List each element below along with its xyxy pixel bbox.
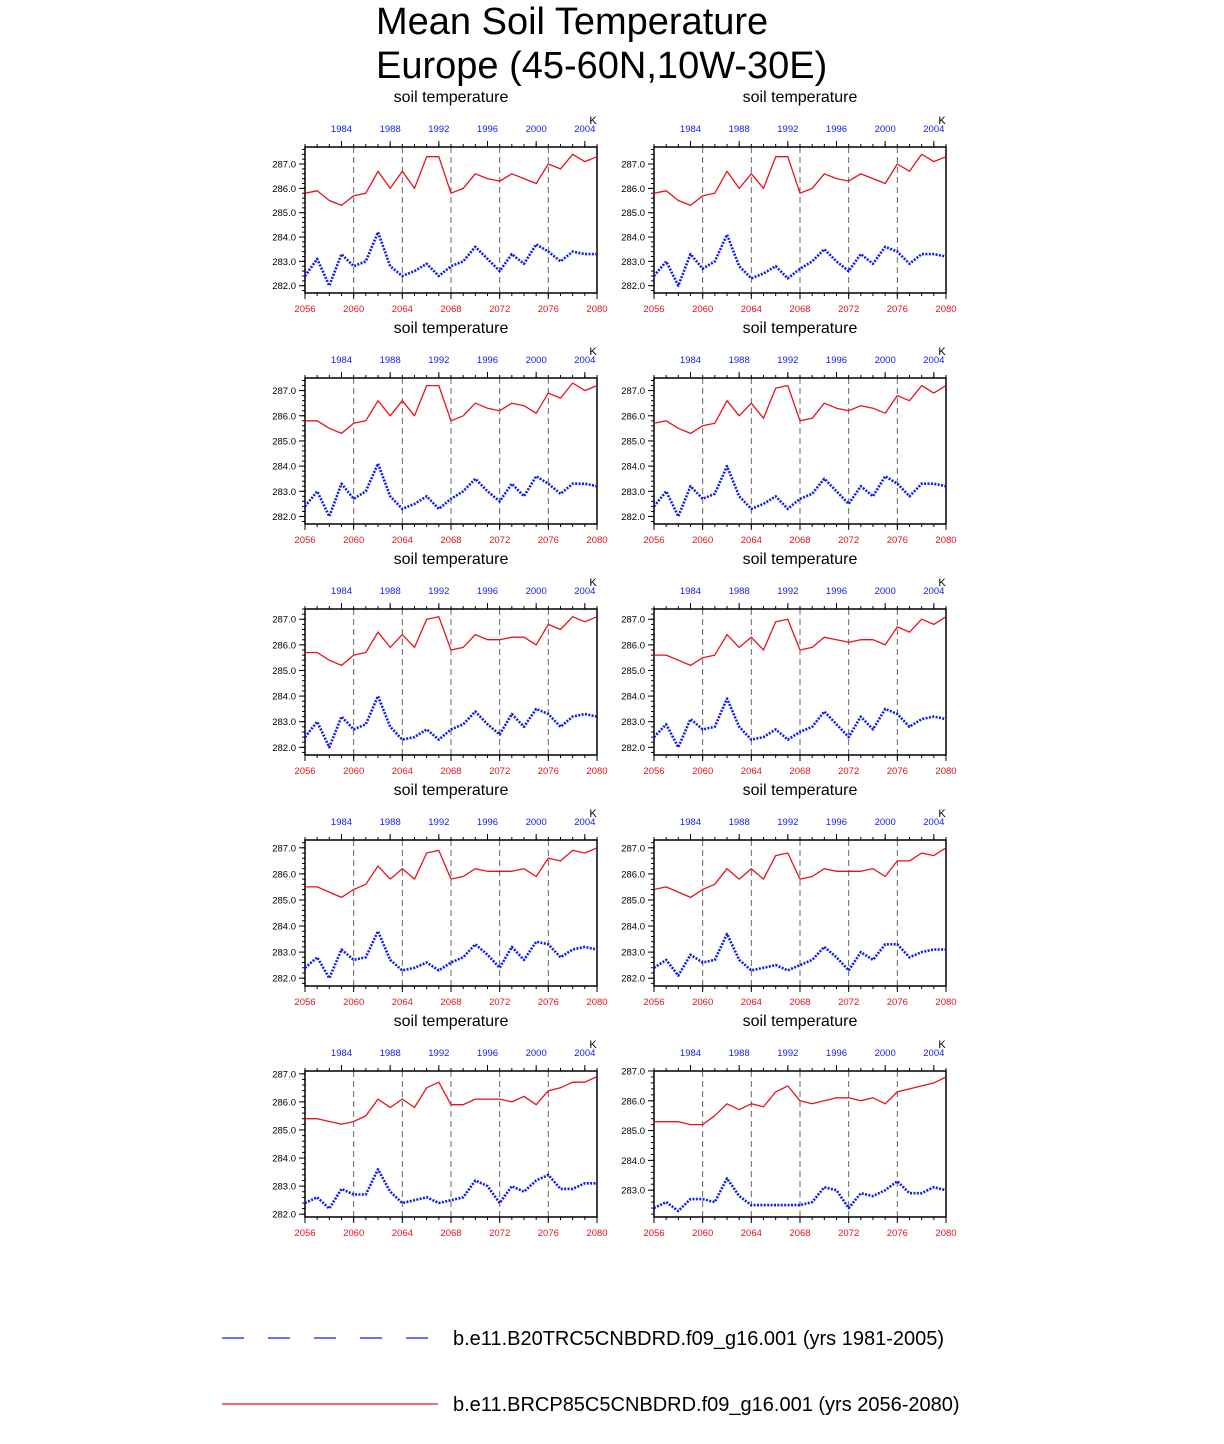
top-tick-label: 2004 — [923, 124, 945, 135]
x-tick-label: 2072 — [489, 535, 511, 546]
x-tick-label: 2056 — [294, 535, 316, 546]
x-tick-label: 2064 — [740, 997, 762, 1008]
x-tick-label: 2068 — [789, 997, 811, 1008]
y-tick-label: 284.0 — [272, 461, 296, 473]
top-tick-label: 1988 — [379, 355, 401, 366]
x-tick-label: 2064 — [391, 535, 413, 546]
top-tick-label: 1984 — [679, 1048, 702, 1059]
x-tick-label: 2056 — [294, 997, 316, 1008]
top-tick-label: 2004 — [574, 355, 596, 366]
top-tick-label: 1988 — [728, 817, 750, 828]
x-tick-label: 2064 — [391, 1228, 413, 1239]
y-tick-label: 284.0 — [621, 461, 645, 473]
panel-title: soil temperature — [393, 320, 509, 337]
top-tick-label: 1984 — [679, 355, 702, 366]
top-tick-label: 1984 — [330, 817, 353, 828]
panel-6 — [621, 551, 956, 777]
x-tick-label: 2068 — [789, 766, 811, 777]
x-tick-label: 2072 — [838, 997, 860, 1008]
units-label: K — [938, 1039, 946, 1051]
x-tick-label: 2060 — [343, 766, 365, 777]
x-tick-label: 2072 — [489, 766, 511, 777]
x-tick-label: 2064 — [740, 766, 762, 777]
x-tick-label: 2060 — [343, 535, 365, 546]
y-tick-label: 287.0 — [272, 1069, 296, 1081]
units-label: K — [938, 346, 946, 358]
top-tick-label: 2004 — [923, 586, 945, 597]
y-tick-label: 287.0 — [621, 159, 645, 171]
y-tick-label: 286.0 — [272, 411, 296, 423]
x-tick-label: 2080 — [586, 304, 608, 315]
x-tick-label: 2072 — [838, 1228, 860, 1239]
y-tick-label: 283.0 — [272, 1181, 296, 1193]
y-tick-label: 287.0 — [621, 1066, 645, 1078]
y-tick-label: 282.0 — [621, 973, 645, 985]
x-tick-label: 2076 — [886, 766, 908, 777]
y-tick-label: 287.0 — [621, 386, 645, 398]
y-tick-label: 283.0 — [621, 717, 645, 729]
top-tick-label: 1996 — [476, 817, 499, 828]
panel-title: soil temperature — [393, 1013, 509, 1030]
y-tick-label: 283.0 — [621, 1185, 645, 1197]
x-tick-label: 2068 — [789, 304, 811, 315]
y-tick-label: 285.0 — [621, 208, 645, 220]
y-tick-label: 282.0 — [272, 973, 296, 985]
x-tick-label: 2060 — [343, 1228, 365, 1239]
panel-1 — [272, 89, 607, 315]
y-tick-label: 287.0 — [621, 614, 645, 626]
figure-title-line2: Europe (45-60N,10W-30E) — [376, 45, 828, 87]
x-tick-label: 2056 — [294, 304, 316, 315]
top-tick-label: 2004 — [923, 355, 945, 366]
panel-4 — [621, 320, 956, 546]
top-tick-label: 2004 — [574, 586, 596, 597]
top-tick-label: 1988 — [728, 1048, 750, 1059]
units-label: K — [938, 577, 946, 589]
y-tick-label: 282.0 — [621, 511, 645, 523]
y-tick-label: 284.0 — [621, 232, 645, 244]
x-tick-label: 2056 — [643, 535, 665, 546]
units-label: K — [589, 808, 597, 820]
units-label: K — [589, 577, 597, 589]
top-tick-label: 1992 — [428, 1048, 450, 1059]
legend-item-2 — [222, 1394, 960, 1416]
panel-title: soil temperature — [742, 782, 858, 799]
top-tick-label: 1996 — [825, 1048, 848, 1059]
figure-title-line1: Mean Soil Temperature — [376, 1, 769, 43]
x-tick-label: 2076 — [537, 535, 559, 546]
x-tick-label: 2056 — [643, 304, 665, 315]
y-tick-label: 283.0 — [621, 256, 645, 268]
x-tick-label: 2076 — [886, 304, 908, 315]
x-tick-label: 2076 — [886, 1228, 908, 1239]
y-tick-label: 286.0 — [272, 640, 296, 652]
y-tick-label: 286.0 — [621, 869, 645, 881]
top-tick-label: 1992 — [777, 124, 799, 135]
legend-label: b.e11.B20TRC5CNBDRD.f09_g16.001 (yrs 1981-2005) — [453, 1328, 945, 1350]
panel-title: soil temperature — [393, 782, 509, 799]
y-tick-label: 287.0 — [272, 159, 296, 171]
y-tick-label: 284.0 — [272, 232, 296, 244]
y-tick-label: 286.0 — [272, 183, 296, 195]
y-tick-label: 283.0 — [272, 947, 296, 959]
y-tick-label: 282.0 — [272, 742, 296, 754]
x-tick-label: 2076 — [537, 997, 559, 1008]
y-tick-label: 283.0 — [621, 486, 645, 498]
top-tick-label: 1996 — [476, 355, 499, 366]
x-tick-label: 2076 — [537, 766, 559, 777]
top-tick-label: 1992 — [428, 355, 450, 366]
top-tick-label: 2000 — [874, 1048, 896, 1059]
x-tick-label: 2076 — [537, 1228, 559, 1239]
x-tick-label: 2056 — [643, 1228, 665, 1239]
units-label: K — [589, 1039, 597, 1051]
top-tick-label: 1984 — [330, 124, 353, 135]
top-tick-label: 1992 — [428, 586, 450, 597]
x-tick-label: 2060 — [343, 997, 365, 1008]
x-tick-label: 2072 — [489, 997, 511, 1008]
y-tick-label: 284.0 — [272, 691, 296, 703]
y-tick-label: 285.0 — [621, 665, 645, 677]
top-tick-label: 1988 — [379, 817, 401, 828]
x-tick-label: 2064 — [391, 304, 413, 315]
top-tick-label: 1992 — [428, 124, 450, 135]
y-tick-label: 286.0 — [272, 1097, 296, 1109]
units-label: K — [589, 346, 597, 358]
top-tick-label: 1988 — [379, 1048, 401, 1059]
x-tick-label: 2080 — [586, 766, 608, 777]
top-tick-label: 1984 — [679, 124, 702, 135]
top-tick-label: 1984 — [679, 817, 702, 828]
panel-title: soil temperature — [742, 551, 858, 568]
x-tick-label: 2076 — [886, 997, 908, 1008]
panel-title: soil temperature — [393, 89, 509, 106]
x-tick-label: 2056 — [643, 997, 665, 1008]
top-tick-label: 2004 — [574, 817, 596, 828]
y-tick-label: 286.0 — [272, 869, 296, 881]
panel-2 — [621, 89, 956, 315]
x-tick-label: 2076 — [537, 304, 559, 315]
x-tick-label: 2056 — [643, 766, 665, 777]
y-tick-label: 284.0 — [621, 921, 645, 933]
x-tick-label: 2064 — [391, 766, 413, 777]
top-tick-label: 2000 — [874, 586, 896, 597]
top-tick-label: 1984 — [679, 586, 702, 597]
x-tick-label: 2068 — [440, 304, 462, 315]
top-tick-label: 1992 — [777, 1048, 799, 1059]
x-tick-label: 2064 — [740, 304, 762, 315]
x-tick-label: 2072 — [489, 1228, 511, 1239]
top-tick-label: 1996 — [476, 1048, 499, 1059]
top-tick-label: 1996 — [825, 124, 848, 135]
x-tick-label: 2068 — [440, 1228, 462, 1239]
x-tick-label: 2080 — [586, 535, 608, 546]
x-tick-label: 2072 — [838, 766, 860, 777]
x-tick-label: 2064 — [740, 1228, 762, 1239]
top-tick-label: 1992 — [777, 817, 799, 828]
x-tick-label: 2080 — [935, 1228, 957, 1239]
top-tick-label: 1996 — [825, 586, 848, 597]
y-tick-label: 282.0 — [272, 1209, 296, 1221]
top-tick-label: 2004 — [574, 1048, 596, 1059]
panel-5 — [272, 551, 607, 777]
x-tick-label: 2072 — [489, 304, 511, 315]
y-tick-label: 285.0 — [272, 436, 296, 448]
legend-label: b.e11.BRCP85C5CNBDRD.f09_g16.001 (yrs 2056-2080) — [453, 1394, 960, 1416]
x-tick-label: 2060 — [343, 304, 365, 315]
y-tick-label: 287.0 — [621, 843, 645, 855]
panel-title: soil temperature — [742, 1013, 858, 1030]
x-tick-label: 2072 — [838, 304, 860, 315]
top-tick-label: 2000 — [874, 124, 896, 135]
y-tick-label: 282.0 — [272, 281, 296, 293]
y-tick-label: 282.0 — [621, 742, 645, 754]
top-tick-label: 1992 — [428, 817, 450, 828]
y-tick-label: 284.0 — [272, 1153, 296, 1165]
top-tick-label: 1984 — [330, 586, 353, 597]
panel-9 — [272, 1013, 607, 1239]
top-tick-label: 2004 — [574, 124, 596, 135]
y-tick-label: 286.0 — [621, 1096, 645, 1108]
x-tick-label: 2080 — [586, 1228, 608, 1239]
y-tick-label: 287.0 — [272, 614, 296, 626]
x-tick-label: 2060 — [692, 766, 714, 777]
top-tick-label: 1996 — [476, 586, 499, 597]
x-tick-label: 2072 — [838, 535, 860, 546]
y-tick-label: 285.0 — [272, 895, 296, 907]
top-tick-label: 1996 — [825, 817, 848, 828]
top-tick-label: 2000 — [525, 817, 547, 828]
y-tick-label: 285.0 — [272, 1125, 296, 1137]
y-tick-label: 284.0 — [272, 921, 296, 933]
x-tick-label: 2080 — [935, 304, 957, 315]
y-tick-label: 284.0 — [621, 1155, 645, 1167]
top-tick-label: 1984 — [330, 1048, 353, 1059]
x-tick-label: 2060 — [692, 304, 714, 315]
x-tick-label: 2080 — [935, 535, 957, 546]
units-label: K — [589, 115, 597, 127]
y-tick-label: 285.0 — [621, 895, 645, 907]
y-tick-label: 285.0 — [272, 665, 296, 677]
y-tick-label: 282.0 — [272, 511, 296, 523]
top-tick-label: 1996 — [476, 124, 499, 135]
top-tick-label: 1984 — [330, 355, 353, 366]
y-tick-label: 283.0 — [272, 256, 296, 268]
top-tick-label: 1988 — [728, 124, 750, 135]
x-tick-label: 2068 — [789, 1228, 811, 1239]
units-label: K — [938, 808, 946, 820]
x-tick-label: 2076 — [886, 535, 908, 546]
x-tick-label: 2060 — [692, 1228, 714, 1239]
top-tick-label: 2000 — [525, 124, 547, 135]
top-tick-label: 2000 — [874, 355, 896, 366]
top-tick-label: 2000 — [874, 817, 896, 828]
y-tick-label: 283.0 — [621, 947, 645, 959]
y-tick-label: 287.0 — [272, 386, 296, 398]
y-tick-label: 284.0 — [621, 691, 645, 703]
y-tick-label: 285.0 — [621, 1126, 645, 1138]
panel-10 — [621, 1013, 956, 1239]
y-tick-label: 285.0 — [621, 436, 645, 448]
x-tick-label: 2064 — [740, 535, 762, 546]
top-tick-label: 2004 — [923, 1048, 945, 1059]
x-tick-label: 2056 — [294, 1228, 316, 1239]
x-tick-label: 2060 — [692, 997, 714, 1008]
y-tick-label: 286.0 — [621, 183, 645, 195]
top-tick-label: 2004 — [923, 817, 945, 828]
panel-7 — [272, 782, 607, 1008]
x-tick-label: 2080 — [935, 766, 957, 777]
y-tick-label: 286.0 — [621, 411, 645, 423]
top-tick-label: 2000 — [525, 355, 547, 366]
panel-title: soil temperature — [742, 89, 858, 106]
top-tick-label: 1996 — [825, 355, 848, 366]
x-tick-label: 2068 — [789, 535, 811, 546]
y-tick-label: 283.0 — [272, 717, 296, 729]
x-tick-label: 2068 — [440, 997, 462, 1008]
panel-title: soil temperature — [393, 551, 509, 568]
panel-3 — [272, 320, 607, 546]
top-tick-label: 1992 — [777, 586, 799, 597]
top-tick-label: 1988 — [379, 124, 401, 135]
x-tick-label: 2068 — [440, 766, 462, 777]
legend — [0, 1300, 1224, 1440]
top-tick-label: 2000 — [525, 586, 547, 597]
x-tick-label: 2068 — [440, 535, 462, 546]
x-tick-label: 2056 — [294, 766, 316, 777]
x-tick-label: 2080 — [935, 997, 957, 1008]
x-tick-label: 2060 — [692, 535, 714, 546]
legend-item-1 — [222, 1328, 944, 1350]
top-tick-label: 1988 — [728, 586, 750, 597]
units-label: K — [938, 115, 946, 127]
y-tick-label: 286.0 — [621, 640, 645, 652]
x-tick-label: 2080 — [586, 997, 608, 1008]
y-tick-label: 287.0 — [272, 843, 296, 855]
top-tick-label: 2000 — [525, 1048, 547, 1059]
top-tick-label: 1988 — [728, 355, 750, 366]
panel-8 — [621, 782, 956, 1008]
top-tick-label: 1988 — [379, 586, 401, 597]
y-tick-label: 282.0 — [621, 281, 645, 293]
panel-title: soil temperature — [742, 320, 858, 337]
x-tick-label: 2064 — [391, 997, 413, 1008]
y-tick-label: 283.0 — [272, 486, 296, 498]
y-tick-label: 285.0 — [272, 208, 296, 220]
top-tick-label: 1992 — [777, 355, 799, 366]
